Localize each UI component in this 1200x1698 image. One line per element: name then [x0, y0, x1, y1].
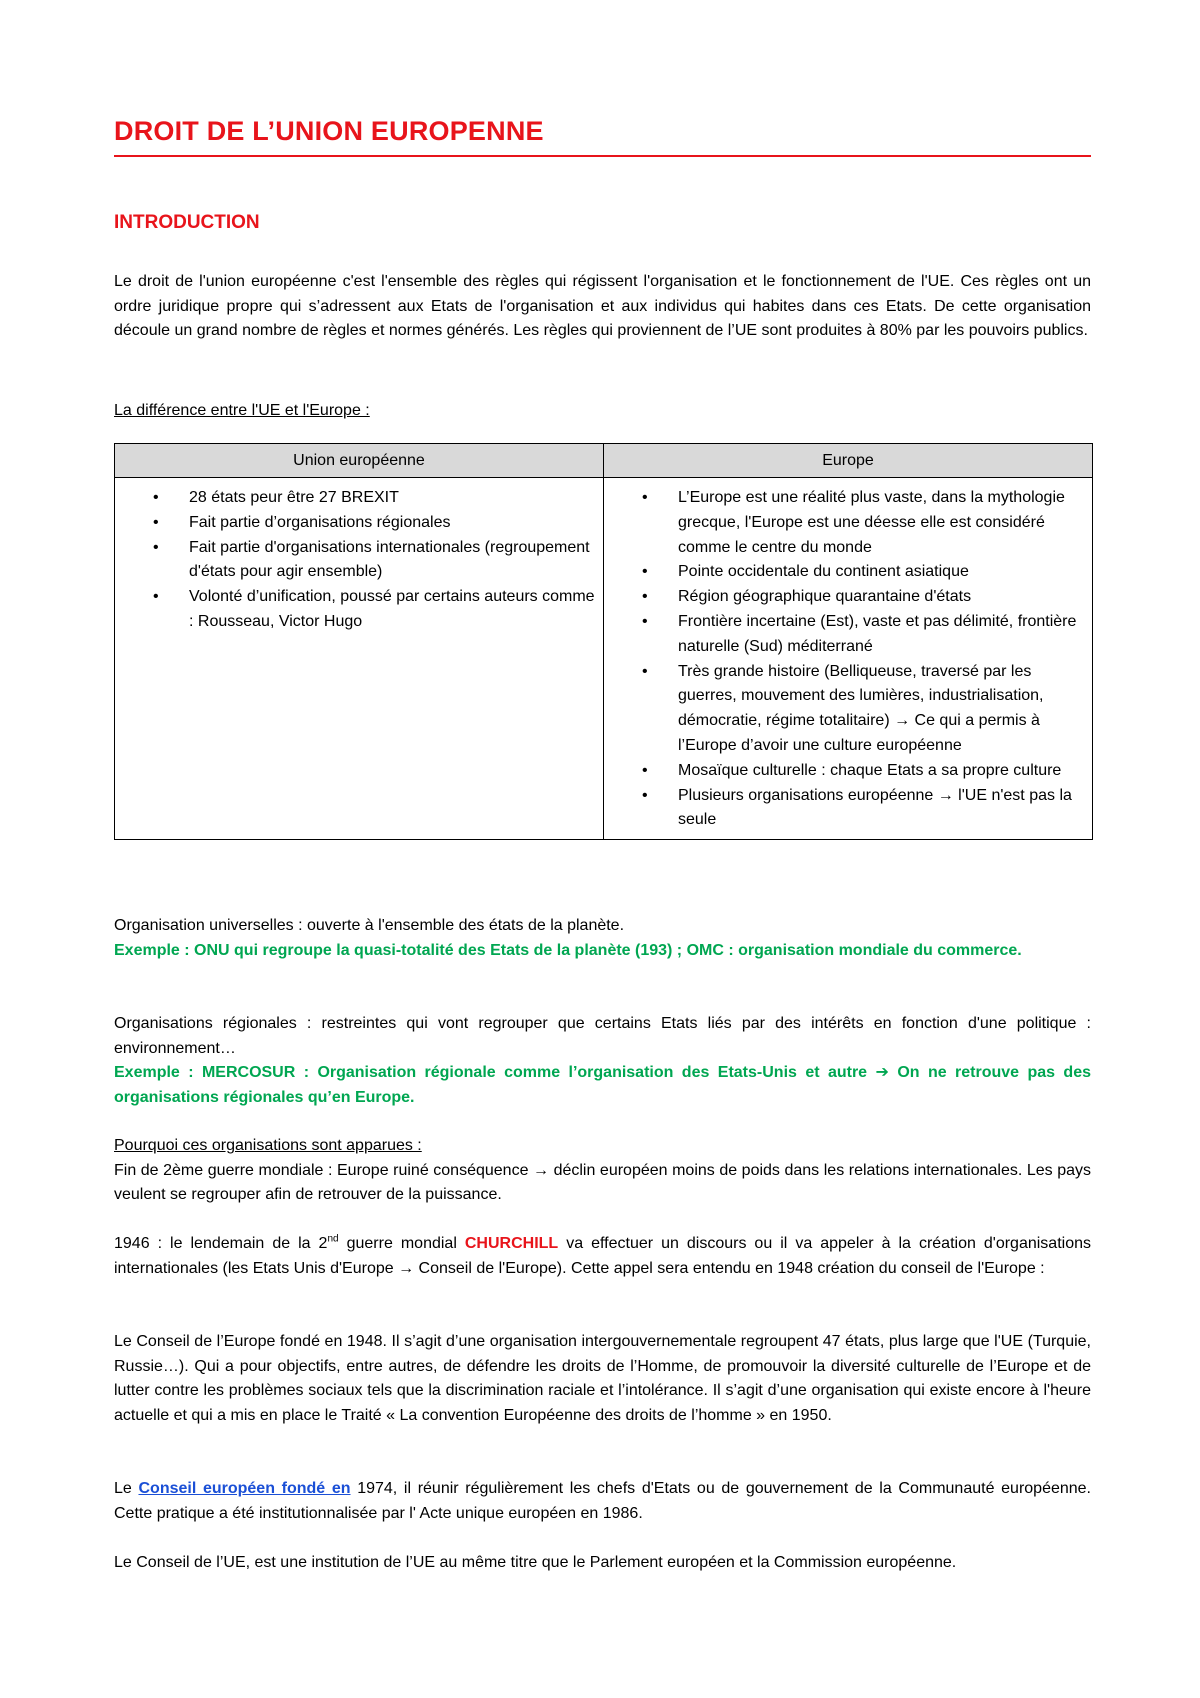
paragraph-1946-part-c: va effectuer un discours ou il va appeler à la création d'organisations internationales (les Etats Unis d'Europe → Conseil de l'Europe). Cette appel sera entendu en 1948 création du conseil de l'Europe : — [114, 1235, 1092, 1277]
ordinal-suffix: nd — [327, 1233, 339, 1245]
conseil-europeen-part-b: 1974, il réunir régulièrement les chefs d'Etats ou de gouvernement de la Communauté européenne. Cette pratique a été institutionnalisée par l' Acte unique européen en 1986. — [114, 1480, 1092, 1522]
regional-organisations-text: Organisations régionales : restreintes qui vont regrouper que certains Etats liés par des intérêts en fonction d'une politique : environnement… — [114, 1015, 1091, 1057]
regional-example-part-a: Exemple : MERCOSUR : Organisation régionale comme l’organisation des Etats-Unis et autre — [114, 1064, 876, 1081]
comparison-table-header-row — [115, 444, 1093, 478]
churchill-name: CHURCHILL — [464, 1235, 559, 1252]
section-heading-introduction: INTRODUCTION — [114, 212, 260, 233]
difference-heading: La différence entre l'UE et l'Europe : — [114, 402, 370, 419]
paragraph-1946-part-a: 1946 : le lendemain de la 2 — [114, 1235, 328, 1252]
list-item: • 28 états peur être 27 BREXIT — [189, 486, 597, 511]
conseil-europeen-paragraph — [114, 1477, 1091, 1526]
europe-list — [604, 486, 1086, 833]
union-europeenne-cell — [115, 478, 604, 840]
comparison-table — [114, 443, 1093, 840]
why-organisations-text: Fin de 2ème guerre mondiale : Europe ruiné conséquence → déclin européen moins de poids dans les relations internationales. Les pays veulent se regrouper afin de retrouver de la puissance. — [114, 1161, 1091, 1203]
europe-cell — [604, 478, 1093, 840]
list-item: • Très grande histoire (Belliqueuse, traversé par les guerres, mouvement des lumières, industrialisation, démocratie, régime totalitaire) → Ce qui a permis à l’Europe d’avoir une culture européenne — [678, 660, 1086, 759]
list-item: • Région géographique quarantaine d'états — [678, 585, 1086, 610]
conseil-europeen-part-a: Le — [114, 1480, 139, 1497]
conseil-europeen-block — [114, 1477, 1091, 1526]
list-item: • Plusieurs organisations européenne → l'UE n'est pas la seule — [678, 784, 1086, 834]
list-item: • Fait partie d’organisations régionales — [189, 511, 597, 536]
universal-organisations-block — [114, 914, 1091, 963]
conseil-europeen-link[interactable]: Conseil européen fondé en — [138, 1480, 351, 1497]
conseil-ue-block — [114, 1551, 1091, 1576]
conseil-europe-block — [114, 1330, 1091, 1428]
list-item: • Frontière incertaine (Est), vaste et pas délimité, frontière naturelle (Sud) méditerrané — [678, 610, 1086, 660]
paragraph-1946-part-b: guerre mondial — [338, 1235, 465, 1252]
why-organisations-block — [114, 1134, 1091, 1208]
regional-organisations-example — [114, 1061, 1091, 1110]
list-item: • L’Europe est une réalité plus vaste, dans la mythologie grecque, l'Europe est une déesse elle est considéré comme le centre du monde — [678, 486, 1086, 560]
regional-organisations-block — [114, 1012, 1091, 1110]
intro-paragraph: Le droit de l'union européenne c'est l'ensemble des règles qui régissent l'organisation et le fonctionnement de l'UE. Ces règles ont un ordre juridique propre qui s’adressent aux Etats de l'organisation et aux individus qui habites dans ces Etats. De cette organisation découle un grand nombre de règles et normes générés. Les règles qui proviennent de l’UE sont produites à 80% par les pouvoirs publics. — [114, 273, 1091, 339]
universal-organisations-example: Exemple : ONU qui regroupe la quasi-totalité des Etats de la planète (193) ; OMC : organisation mondiale du commerce. — [114, 941, 1022, 959]
list-item: • Fait partie d'organisations internationales (regroupement d'états pour agir ensemble) — [189, 536, 597, 586]
bold-arrow-icon: ➔ — [875, 1064, 889, 1081]
intro-paragraph-block — [114, 270, 1091, 344]
title-underline — [114, 155, 1091, 157]
paragraph-1946 — [114, 1232, 1091, 1281]
table-header-union-europeenne: Union européenne — [115, 444, 604, 478]
list-item: • Pointe occidentale du continent asiatique — [678, 560, 1086, 585]
comparison-table-body-row — [115, 478, 1093, 840]
table-header-europe: Europe — [604, 444, 1093, 478]
list-item: • Volonté d’unification, poussé par certains auteurs comme : Rousseau, Victor Hugo — [189, 585, 597, 635]
why-organisations-heading: Pourquoi ces organisations sont apparues : — [114, 1137, 422, 1154]
universal-organisations-text: Organisation universelles : ouverte à l'ensemble des états de la planète. — [114, 917, 625, 934]
union-europeenne-list — [115, 486, 597, 635]
paragraph-1946-block — [114, 1232, 1091, 1281]
conseil-europe-paragraph: Le Conseil de l’Europe fondé en 1948. Il s’agit d’une organisation intergouvernementale regroupent 47 états, plus large que l'UE (Turquie, Russie…). Qui a pour objectifs, entre autres, de défendre les droits de l’Homme, de promouvoir la diversité culturelle de l’Europe et de lutter contre les problèmes sociaux tels que la discrimination raciale et l’intolérance. Il s’agit d’une organisation qui existe encore à l'heure actuelle et qui a mis en place le Traité « La convention Européenne des droits de l’homme » en 1950. — [114, 1333, 1091, 1424]
difference-heading-block — [114, 399, 1091, 424]
document-title: DROIT DE L’UNION EUROPENNE — [114, 116, 544, 146]
regional-example-part-b: On ne retrouve pas des organisations régionales qu’en Europe. — [114, 1064, 1092, 1106]
list-item: • Mosaïque culturelle : chaque Etats a sa propre culture — [678, 759, 1086, 784]
conseil-ue-paragraph: Le Conseil de l’UE, est une institution de l’UE au même titre que le Parlement européen et la Commission européenne. — [114, 1554, 957, 1571]
